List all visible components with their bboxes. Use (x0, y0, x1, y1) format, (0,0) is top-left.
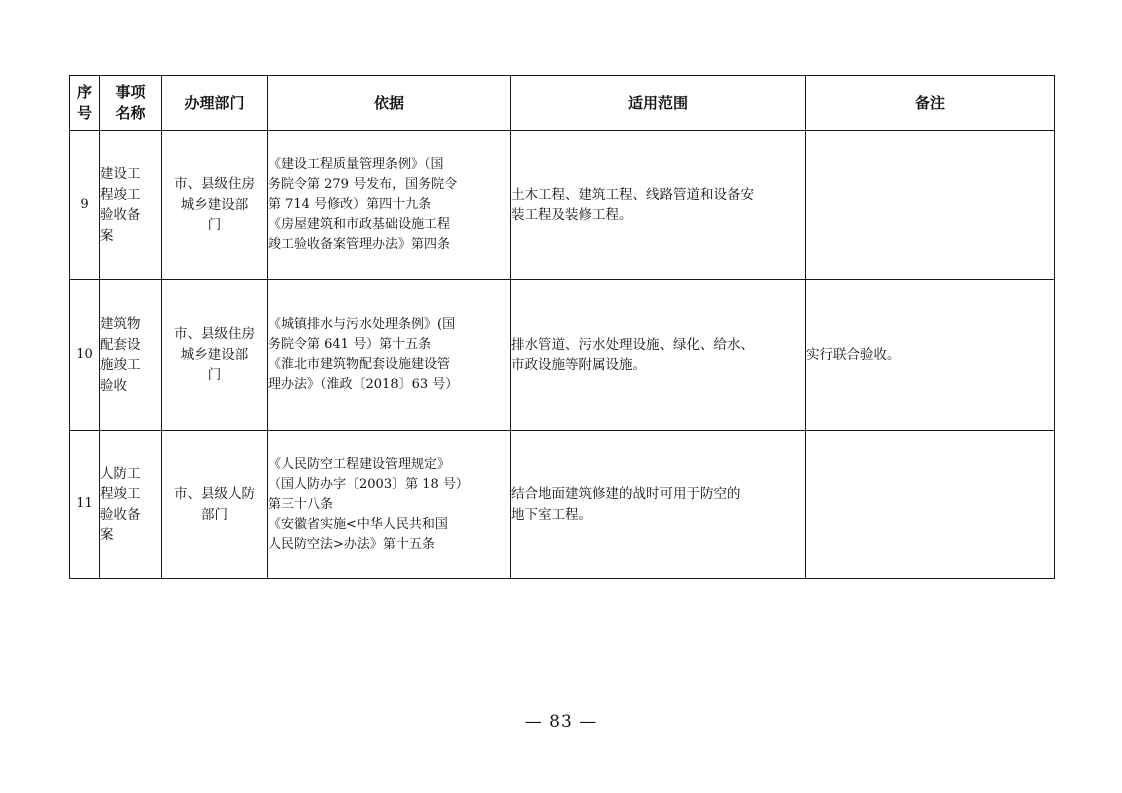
header-scope: 适用范围 (511, 76, 806, 131)
items-table (69, 75, 1055, 579)
basis-line: 《城镇排水与污水处理条例》(国 (268, 317, 456, 332)
item-name-line: 人防工 (100, 465, 141, 482)
item-name-line: 验收备 (100, 207, 141, 223)
row-department (162, 131, 268, 280)
row-department (162, 280, 268, 431)
row-department (162, 431, 268, 579)
scope-line: 装工程及装修工程。 (511, 207, 633, 223)
scope-line: 市政设施等附属设施。 (511, 357, 646, 373)
row-seq: 10 (70, 280, 100, 431)
basis-line: 第三十八条 (268, 496, 334, 512)
basis-line: 第 714 号修改）第四十九条 (268, 197, 432, 212)
item-name-line: 建设工 (100, 166, 141, 182)
basis-line: 《淮北市建筑物配套设施建设管 (268, 357, 451, 372)
department-line: 部门 (201, 506, 228, 523)
header-basis: 依据 (268, 76, 511, 131)
row-legal-basis (268, 280, 511, 431)
table-row (70, 431, 1055, 579)
department-line: 市、县级住房 (174, 326, 255, 343)
table-row (70, 131, 1055, 280)
department-line: 城乡建设部 (180, 346, 249, 363)
table-header-row (70, 76, 1055, 131)
department-line: 市、县级人防 (174, 486, 255, 502)
basis-line: 人民防空法>办法》第十五条 (268, 536, 435, 552)
row-seq: 11 (70, 431, 100, 579)
department-line: 城乡建设部 (180, 196, 249, 213)
page-number: — 83 — (524, 712, 598, 732)
basis-line: 竣工验收备案管理办法》第四条 (268, 237, 451, 252)
item-name-line: 施竣工 (100, 357, 141, 373)
department-line: 市、县级住房 (174, 176, 255, 193)
header-name (100, 76, 162, 131)
row-scope (511, 431, 806, 579)
row-seq: 9 (70, 131, 100, 280)
item-name-line: 建筑物 (100, 316, 141, 332)
row-legal-basis (268, 131, 511, 280)
basis-line: 《建设工程质量管理条例》（国 (268, 157, 444, 172)
scope-line: 土木工程、建筑工程、线路管道和设备安 (511, 186, 754, 203)
table-row (70, 280, 1055, 431)
row-legal-basis (268, 431, 511, 579)
header-seq-text: 序号 (76, 83, 92, 122)
row-note (806, 131, 1055, 280)
basis-line: 《人民防空工程建设管理规定》 (268, 456, 451, 472)
basis-line: 务院令第 279 号发布，国务院令 (268, 177, 458, 192)
item-name-line: 程竣工 (100, 186, 141, 203)
item-name-line: 案 (100, 227, 114, 244)
item-name-line: 验收备 (100, 506, 141, 523)
row-item-name (100, 131, 162, 280)
item-name-line: 案 (100, 527, 114, 543)
department-line: 门 (207, 367, 222, 384)
scope-line: 排水管道、污水处理设施、绿化、给水、 (511, 336, 754, 353)
basis-line: 《安徽省实施<中华人民共和国 (268, 516, 448, 532)
scope-line: 地下室工程。 (511, 506, 592, 523)
header-name-text: 事项名称 (115, 83, 146, 122)
basis-line: 《房屋建筑和市政基础设施工程 (268, 217, 451, 232)
item-name-line: 程竣工 (100, 486, 141, 502)
basis-line: （国人防办字〔2003〕第 18 号） (268, 476, 469, 492)
basis-line: 务院令第 641 号）第十五条 (268, 337, 432, 352)
header-dept: 办理部门 (162, 76, 268, 131)
row-scope (511, 280, 806, 431)
item-name-line: 配套设 (100, 336, 141, 353)
row-item-name (100, 280, 162, 431)
basis-line: 理办法》（淮政〔2018〕63 号） (268, 377, 459, 392)
row-item-name (100, 431, 162, 579)
row-scope (511, 131, 806, 280)
header-note: 备注 (806, 76, 1055, 131)
header-seq (70, 76, 100, 131)
item-name-line: 验收 (100, 377, 127, 394)
scope-line: 结合地面建筑修建的战时可用于防空的 (511, 486, 741, 502)
department-line: 门 (207, 217, 222, 234)
row-note (806, 431, 1055, 579)
row-note: 实行联合验收。 (806, 280, 1055, 431)
